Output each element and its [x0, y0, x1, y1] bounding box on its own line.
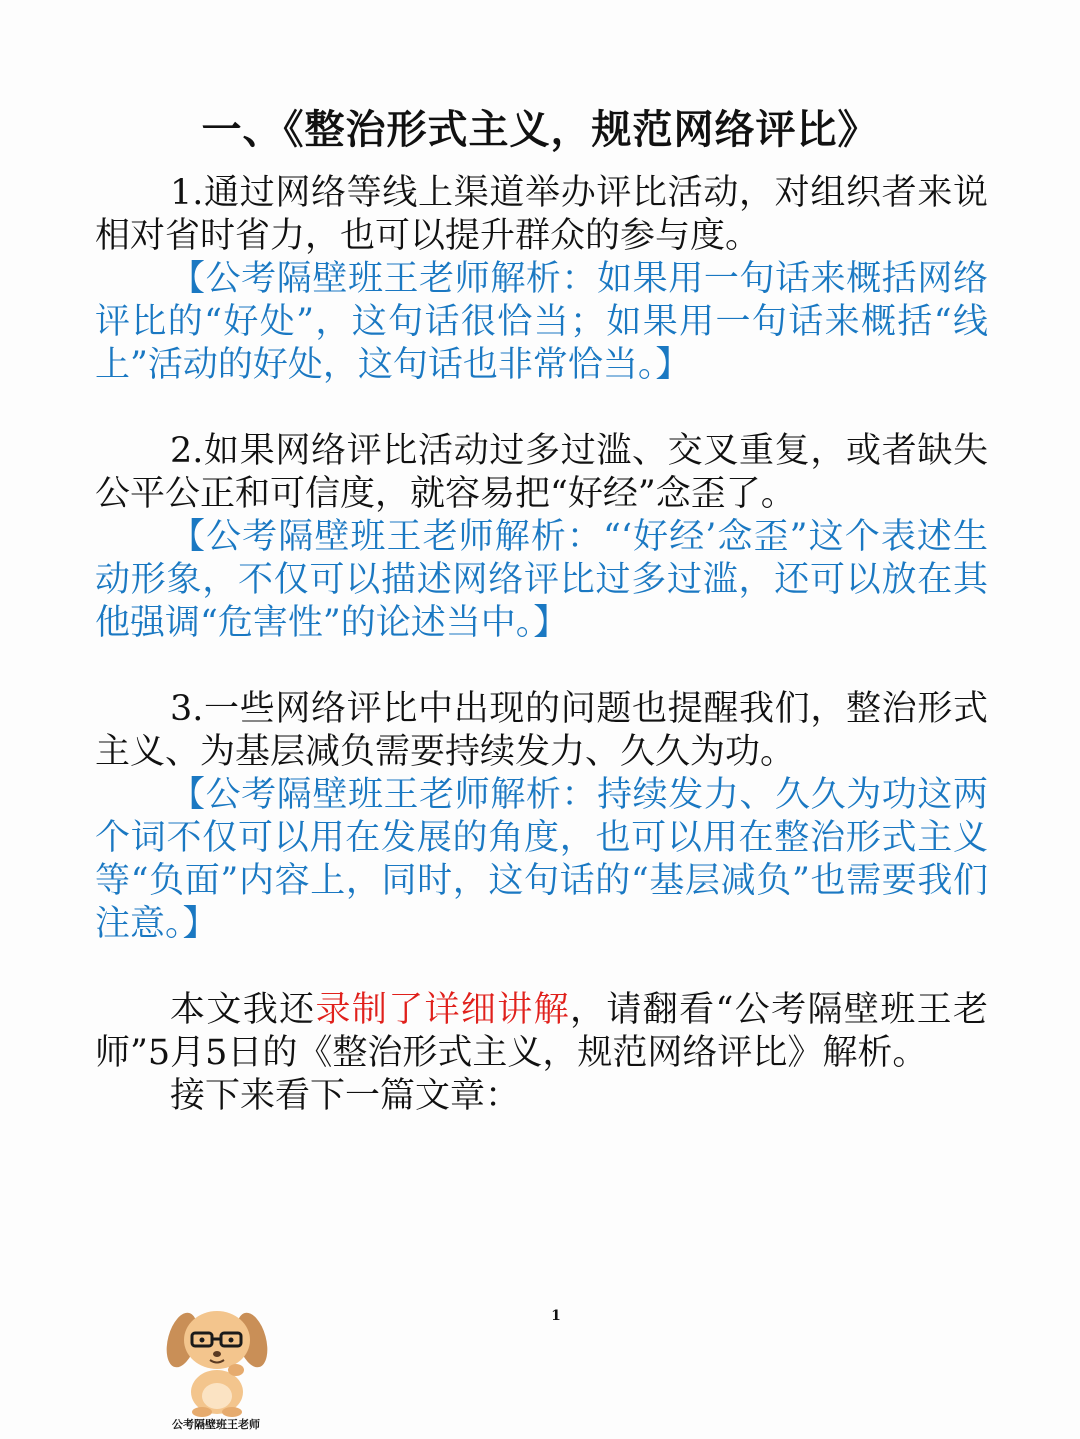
item-3-text: 3.一些网络评比中出现的问题也提醒我们，整治形式主义、为基层减负需要持续发力、久久为功。 [95, 689, 988, 772]
item-1-text: 1.通过网络等线上渠道举办评比活动，对组织者来说相对省时省力，也可以提升群众的参与度。 [95, 173, 988, 256]
recording-note-highlight: 录制了详细讲解 [315, 990, 571, 1030]
recording-note [95, 989, 988, 1075]
dog-mascot-logo-icon [162, 1300, 272, 1430]
item-2-analysis: 【公考隔壁班王老师解析：“‘好经’念歪”这个表述生动形象，不仅可以描述网络评比过多过滥，还可以放在其他强调“危害性”的论述当中。】 [95, 517, 988, 643]
item-2-text: 2.如果网络评比活动过多过滥、交叉重复，或者缺失公平公正和可信度，就容易把“好经”念歪了。 [95, 431, 988, 514]
recording-note-after: ，请翻看“公考隔壁班王老师”5月5日的《整治形式主义，规范网络评比》解析。 [95, 990, 988, 1073]
logo-caption: 公考隔壁班王老师 [172, 1418, 260, 1431]
document-body [95, 172, 988, 1118]
paragraph-gap [95, 387, 988, 430]
item-1-analysis: 【公考隔壁班王老师解析：如果用一句话来概括网络评比的“好处”，这句话很恰当；如果用一句话来概括“线上”活动的好处，这句话也非常恰当。】 [95, 259, 988, 385]
item-3-analysis: 【公考隔壁班王老师解析：持续发力、久久为功这两个词不仅可以用在发展的角度，也可以用在整治形式主义等“负面”内容上，同时，这句话的“基层减负”也需要我们注意。】 [95, 775, 988, 944]
paragraph-gap [95, 645, 988, 688]
page-number: 1 [551, 1308, 561, 1324]
paragraph-gap [95, 946, 988, 989]
recording-note-before: 本文我还 [170, 990, 316, 1030]
document-title: 一、《整治形式主义，规范网络评比》 [201, 106, 879, 153]
next-article-text: 接下来看下一篇文章： [170, 1076, 521, 1116]
